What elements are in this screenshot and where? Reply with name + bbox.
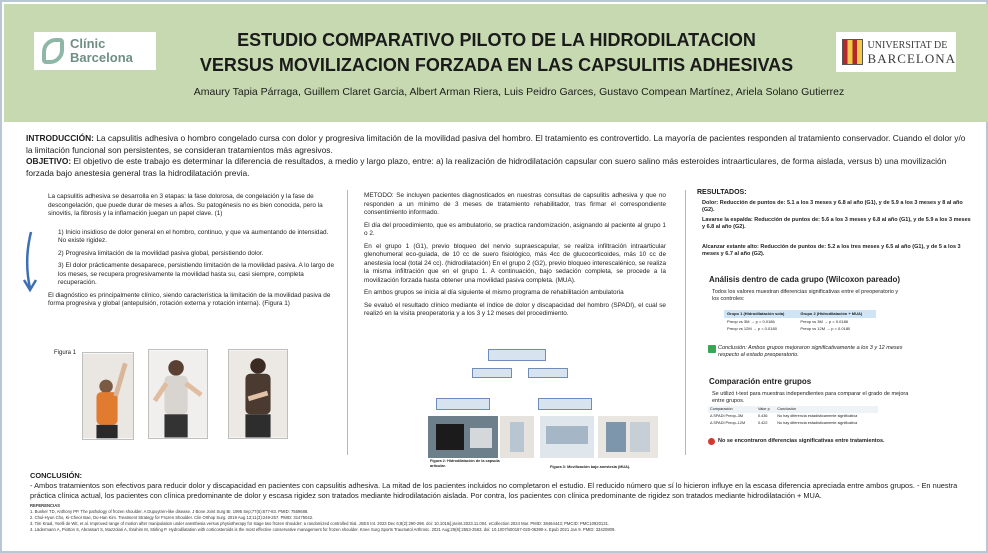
intro-label: INTRODUCCIÓN: xyxy=(26,133,94,143)
clinic-logo-icon xyxy=(42,38,64,64)
logo-left-line2: Barcelona xyxy=(70,50,133,65)
result-high-shelf: Alcanzar estante alto: Reducción de puntos de: 5.2 a los tres meses y 6.5 al año (G1), y de 5 a los 3 meses y 6.7 al año (G2). xyxy=(702,244,961,257)
results-title: RESULTADOS: xyxy=(697,189,747,196)
g1-header: Grupo 1 (Hidrodilatación sola) xyxy=(724,310,797,318)
clinic-barcelona-logo xyxy=(34,32,156,70)
result-back-wash: Lavarse la espalda: Reducción de puntos de: 5.6 a los 3 meses y 6.8 al año (G1), y de 5.9 a los 3 meses y 6.8 al año (G2). xyxy=(702,217,971,230)
figure2-caption: Figura 2: Hidrodilatación de la capsula articular. xyxy=(430,459,500,468)
column-method xyxy=(364,192,666,323)
intro-section xyxy=(26,133,971,179)
title-line1: ESTUDIO COMPARATIVO PILOTO DE LA HIDRODILATACION xyxy=(237,30,756,50)
method-p5: Se evaluó el resultado clínico mediante el índice de dolor y discapacidad del hombro (SPADI), el cual se realizó en la visita preoperatoria y a los 3 y 12 meses del procedimiento. xyxy=(364,301,666,317)
universitat-barcelona-logo xyxy=(836,32,956,72)
g2-3m-pvalue: Preop vs 3M → p = 0.0186 xyxy=(800,318,849,324)
references-title: REFERENCIAS xyxy=(30,503,61,508)
conclusion-section xyxy=(30,471,975,501)
g2-12m-pvalue: Preop vs 12M → p = 0.0180 xyxy=(800,326,851,331)
flow-box-top xyxy=(488,349,546,361)
arrow-down-icon xyxy=(22,230,38,294)
checkmark-icon xyxy=(708,345,716,353)
cmp-head-conclusion: Conclusión xyxy=(777,407,796,411)
figure1-photo-rotation xyxy=(148,349,208,439)
flow-box-g1-procedure xyxy=(436,398,490,410)
figure1-photo-flexion xyxy=(82,352,134,440)
column-divider-2 xyxy=(685,190,686,455)
between-groups-conclusion: No se encontraron diferencias significativas entre tratamientos. xyxy=(718,438,885,444)
stage-2: 2) Progresiva limitación de la movilidad pasiva global, persistiendo dolor. xyxy=(58,249,264,257)
reference-1: 1. Bunker TD, Anthony PP. The pathology of frozen shoulder. A Dupuytren-like disease. J Bone Joint Surg Br. 1995 Sep;77(5):677-83. PMID: 7559688. xyxy=(30,509,309,514)
university-seal-icon xyxy=(842,39,863,65)
cmp-row1-conclusion: No hay diferencia estadísticamente significativa xyxy=(777,414,858,418)
logo-left-line1: Clínic xyxy=(70,36,106,51)
title-line2: VERSUS MOVILIZACION FORZADA EN LAS CAPSULITIS ADHESIVAS xyxy=(199,55,794,75)
g1-3m-pvalue: Preop vs 3M → p = 0.0186 xyxy=(727,318,775,324)
wilcoxon-table xyxy=(724,310,876,333)
diagnosis-paragraph: El diagnóstico es principalmente clínico, siendo característica la limitación de la movilidad pasiva de forma progresiva y global (antepulsión, rotación externa y rotación interna). (Figura 1) xyxy=(48,291,331,307)
method-p1: METODO: Se incluyen pacientes diagnosticados en nuestras consultas de capsulitis adhesiva y que no responden a un mínimo de 3 meses de tratamiento rehabilitador, tras firmar el correspondiente consentimiento informado. xyxy=(364,192,666,216)
logo-right-line2: BARCELONA xyxy=(867,51,956,66)
objective-label: OBJETIVO: xyxy=(26,156,72,166)
references xyxy=(30,503,970,533)
poster-header xyxy=(4,4,988,122)
column-background xyxy=(48,193,338,313)
cmp-row2-conclusion: No hay diferencia estadísticamente significativa xyxy=(777,421,858,425)
flow-box-g2 xyxy=(528,368,568,378)
within-group-heading: Análisis dentro de cada grupo (Wilcoxon pareado) xyxy=(709,275,901,284)
result-pain: Dolor: Reducción de puntos de: 5.1 a los 3 meses y 6.8 al año (G1), y de 5.9 a los 3 meses y 8 al año (G2). xyxy=(702,200,963,213)
stage-3: 3) El dolor prácticamente desaparece, persistiendo limitación de la movilidad pasiva. A lo largo de los meses, se recupera progresivamente la movilidad hasta su, casi siempre, completa recuperación. xyxy=(58,262,335,286)
poster-title xyxy=(164,28,829,78)
figure1-photo-internal-rotation xyxy=(228,349,288,439)
conclusion-text: - Ambos tratamientos son efectivos para reducir dolor y discapacidad en pacientes con capsulitis adhesiva. La mitad de los pacientes incluidos no completaron el estudio. El reducido número que sí lo hicieron influye en la escasa diferencia apreciada entre ambos grupos. - En nuestra práctica clínica actual, los pacientes con clínica predominante de dolor y escasa rigidez son tratados mediante hidrodilatación aislada. Por contra, los pacientes con clínica predominante de rigidez son tratados mediante hidrodilatación + MUA. xyxy=(30,481,958,500)
figure3-mua-photo xyxy=(540,416,594,458)
intro-text: La capsulitis adhesiva o hombro congelado cursa con dolor y progresiva limitación de la movilidad pasiva del hombro. El tratamiento es controvertido. La mayoría de pacientes responden al tratamiento conservador. Cuando el dolor y/o la limitación funcional son persistentes, se consideran tratamientos más agresivos. xyxy=(26,133,966,155)
method-p2: El día del procedimiento, que es ambulatorio, se practica randomización, asignando al paciente al grupo 1 o 2. xyxy=(364,221,666,237)
figure2-ultrasound-photo xyxy=(428,416,498,458)
within-group-bullet: Todos los valores muestran diferencias significativas entre el preoperatorio y los controles: xyxy=(712,289,899,302)
logo-right-line1: UNIVERSITAT DE xyxy=(867,40,948,51)
cmp-row1-label: Δ SPADI Preop–3M xyxy=(710,414,744,418)
cmp-row2-pvalue: 0.422 xyxy=(757,421,768,425)
figure1-label: Figura 1 xyxy=(54,350,77,356)
objective-text: El objetivo de este trabajo es determinar la diferencia de resultados, a medio y largo plazo, entre: a) la realización de hidrodilatación capsular con suero salino más esteroides intraarticulares, de forma aislada, versus b) una movilización forzada bajo anestesia general tras la hidrodilatación previa. xyxy=(26,156,947,178)
between-groups-bullet: Se utilizó t-test para muestras independientes para comparar el grado de mejora entre grupos. xyxy=(712,391,909,404)
cmp-row2-label: Δ SPADI Preop–12M xyxy=(710,421,746,425)
within-group-conclusion: Conclusión: Ambos grupos mejoraron significativamente a los 3 y 12 meses respecto al estado preoperatorio. xyxy=(718,345,903,358)
figure3-mobilization-photo xyxy=(598,416,658,458)
ttest-table xyxy=(708,406,878,427)
reference-4: 4. Lädermann A, Piotton S, Abrassart S, Mazzolari A, Ibrahim M, Stirling P. Hydrodilatation with corticosteroids is the most effective conservative management for frozen shoulder. Knee Surg Sports Traumatol Arthrosc. 2021 Aug;29(8):2553-2563. doi: 10.1007/s00167-020-06390-x. Epub 2021 Jan 9. PMID: 33420809. xyxy=(30,527,616,532)
between-groups-heading: Comparación entre grupos xyxy=(709,377,812,386)
figure2-injection-photo xyxy=(500,416,534,458)
conclusion-title: CONCLUSIÓN: xyxy=(30,471,83,480)
reference-3: 3. Tim Kraal, Yoelli de Wit, et al. Improved range of motion after manipulation under anesthesia versus physiotherapy for stage two frozen shoulder: a randomized controlled trial. JSES Int. 2023 Dec 6;8(2):290-298. doi: 10.1016/j.jseint.2023.11.004. eCollection 2024 Mar. PMID: 38464443; PMCID: PMC10920131. xyxy=(30,521,610,526)
cmp-head-comparison: Comparación xyxy=(710,407,733,411)
col1-paragraph: La capsulitis adhesiva se desarrolla en 3 etapas: la fase dolorosa, de congelación y la fase de descongelación, que puede durar de meses a años. Su patogénesis no es bien conocida, pero la sinovitis, la fibrosis y la inflamación juegan un papel clave. (1) xyxy=(48,193,323,217)
authors: Amaury Tapia Párraga, Guillem Claret Garcia, Albert Arman Riera, Luis Peidro Garces, Gustavo Compean Martínez, Ariela Solano Gutierrez xyxy=(193,86,845,98)
method-p4: En ambos grupos se inicia al día siguiente el mismo programa de rehabilitación ambulatoria xyxy=(364,289,624,296)
column-divider-1 xyxy=(347,190,348,455)
reference-2: 2. Chul-Hyun Cho, Ki-Cheor Bae, Du-Han Kim. Treatment Strategy for Frozen Shoulder. Clin Orthop Surg. 2019 Aug 13;11(3):249-257. PMID: 31475042. xyxy=(30,515,314,520)
g1-12m-pvalue: Preop vs 12M → p = 0.0180 xyxy=(727,326,777,331)
figure3-caption: Figura 3: Movilización bajo anestesia (MUA). xyxy=(550,465,631,469)
stage-1: 1) Inicio insidioso de dolor general en el hombro, continuo, y que va aumentando de intensidad. No existe rigidez. xyxy=(58,228,329,244)
no-entry-icon xyxy=(708,438,715,445)
cmp-row1-pvalue: 0.436 xyxy=(757,414,768,418)
method-p3: En el grupo 1 (G1), previo bloqueo del nervio supraescapular, se realiza infiltración intraarticular glenohumeral eco-guiada, de 10 cc de suero fisiológico, más 4cc de glucocorticoides, más 10 cc de anestesia local (total 24 cc). (hidrodilatación) En el grupo 2 (G2), previo bloqueo interescalénico, se realiza la misma infiltración que en el grupo 1. A continuación, bajo sedación completa, se procede a la movilización forzada hasta obtener una movilidad pasiva completa. (MUA). xyxy=(364,242,666,284)
flow-box-g1 xyxy=(472,368,512,378)
flow-box-g2-procedure xyxy=(538,398,592,410)
g2-header: Grupo 2 (Hidrodilatación + MUA) xyxy=(797,310,876,318)
cmp-head-pvalue: Valor p xyxy=(757,407,770,411)
